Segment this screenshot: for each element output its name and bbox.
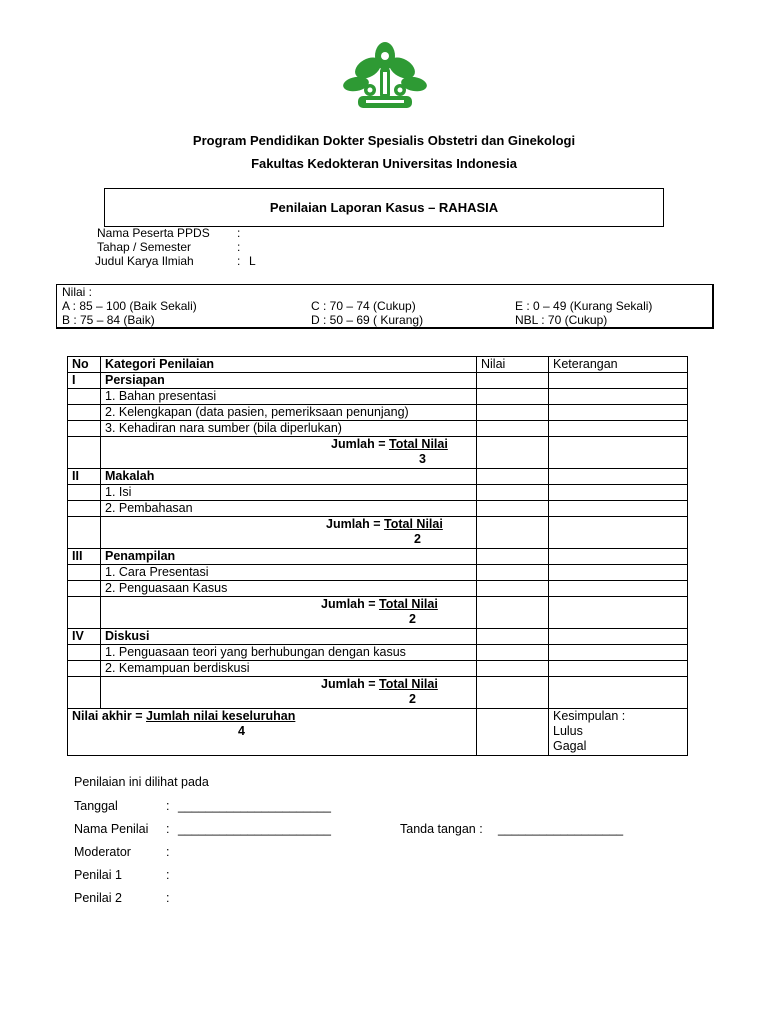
final-score-row: [68, 709, 688, 756]
section-nilai-cell[interactable]: [477, 469, 549, 485]
criterion-label: 2. Penguasaan Kasus: [101, 581, 477, 597]
table-row: [68, 421, 688, 437]
form-title-box: [104, 188, 664, 227]
judul-label: Judul Karya Ilmiah: [95, 254, 194, 268]
criterion-label: 2. Pembahasan: [101, 501, 477, 517]
nilai-input-cell[interactable]: [477, 501, 549, 517]
section-nilai-cell[interactable]: [477, 373, 549, 389]
section-no: I: [68, 373, 101, 389]
subtotal-row: [68, 597, 688, 629]
moderator-label: Moderator: [74, 845, 131, 859]
section-name: Persiapan: [101, 373, 477, 389]
subtotal-keterangan-cell[interactable]: [549, 437, 688, 469]
tanda-tangan-label: Tanda tangan :: [400, 822, 483, 836]
table-row: [68, 405, 688, 421]
criterion-label: 2. Kelengkapan (data pasien, pemeriksaan penunjang): [101, 405, 477, 421]
legend-c: C : 70 – 74 (Cukup): [311, 299, 416, 313]
criterion-label: 1. Bahan presentasi: [101, 389, 477, 405]
subtotal-prefix: Jumlah =: [326, 517, 385, 531]
colon: :: [166, 891, 170, 905]
criterion-label: 1. Penguasaan teori yang berhubungan dengan kasus: [101, 645, 477, 661]
grade-legend-box: [56, 284, 714, 329]
row-no-cell: [68, 661, 101, 677]
penilai2-label: Penilai 2: [74, 891, 122, 905]
table-row: [68, 501, 688, 517]
university-logo: [342, 38, 428, 114]
subtotal-nilai-cell[interactable]: [477, 437, 549, 469]
subtotal-label: Total Nilai: [389, 437, 448, 451]
row-no-cell: [68, 501, 101, 517]
criterion-label: 1. Cara Presentasi: [101, 565, 477, 581]
subtotal-label-cell: [101, 597, 477, 629]
subtotal-keterangan-cell[interactable]: [549, 517, 688, 549]
info-judul-row: [95, 254, 495, 268]
conclusion-label: Kesimpulan :: [553, 709, 626, 723]
grading-table: [67, 356, 688, 756]
section-keterangan-cell[interactable]: [549, 629, 688, 645]
section-nilai-cell[interactable]: [477, 549, 549, 565]
row-no-cell: [68, 485, 101, 501]
form-title: Penilaian Laporan Kasus – RAHASIA: [269, 200, 499, 215]
header-no: No: [68, 357, 101, 373]
subtotal-label: Total Nilai: [379, 597, 438, 611]
nilai-input-cell[interactable]: [477, 661, 549, 677]
subtotal-label: Total Nilai: [384, 517, 443, 531]
section-name: Makalah: [101, 469, 477, 485]
conclusion-cell: [549, 709, 688, 756]
subtotal-prefix: Jumlah =: [321, 677, 380, 691]
final-prefix: Nilai akhir =: [72, 709, 146, 723]
final-divisor: 4: [238, 724, 245, 738]
subtotal-label-cell: [101, 437, 477, 469]
section-nilai-cell[interactable]: [477, 629, 549, 645]
nilai-input-cell[interactable]: [477, 485, 549, 501]
row-no-cell: [68, 405, 101, 421]
row-no-cell: [68, 517, 101, 549]
row-no-cell: [68, 645, 101, 661]
nama-penilai-label: Nama Penilai: [74, 822, 149, 836]
legend-b: B : 75 – 84 (Baik): [62, 313, 155, 327]
table-row: [68, 581, 688, 597]
subtotal-row: [68, 677, 688, 709]
section-header-row: [68, 373, 688, 389]
keterangan-input-cell[interactable]: [549, 581, 688, 597]
subtotal-label: Total Nilai: [379, 677, 438, 691]
section-no: II: [68, 469, 101, 485]
table-row: [68, 645, 688, 661]
header-keterangan: Keterangan: [549, 357, 688, 373]
subtotal-divisor: 3: [419, 452, 426, 466]
legend-a: A : 85 – 100 (Baik Sekali): [62, 299, 197, 313]
table-row: [68, 485, 688, 501]
keterangan-input-cell[interactable]: [549, 645, 688, 661]
keterangan-input-cell[interactable]: [549, 661, 688, 677]
section-header-row: [68, 549, 688, 565]
table-row: [68, 661, 688, 677]
section-keterangan-cell[interactable]: [549, 549, 688, 565]
row-no-cell: [68, 565, 101, 581]
section-header-row: [68, 469, 688, 485]
criterion-label: 1. Isi: [101, 485, 477, 501]
colon: :: [166, 799, 170, 813]
final-score-label-cell: [68, 709, 477, 756]
section-keterangan-cell[interactable]: [549, 373, 688, 389]
colon: :: [166, 822, 170, 836]
final-label: Jumlah nilai keseluruhan: [146, 709, 296, 723]
nilai-input-cell[interactable]: [477, 389, 549, 405]
header-kategori: Kategori Penilaian: [101, 357, 477, 373]
subtotal-nilai-cell[interactable]: [477, 517, 549, 549]
nilai-input-cell[interactable]: [477, 581, 549, 597]
section-name: Penampilan: [101, 549, 477, 565]
row-no-cell: [68, 581, 101, 597]
tahap-label: Tahap / Semester: [97, 240, 192, 254]
conclusion-gagal[interactable]: Gagal: [553, 739, 587, 753]
legend-e: E : 0 – 49 (Kurang Sekali): [515, 299, 653, 313]
final-score-input[interactable]: [477, 709, 549, 756]
nilai-input-cell[interactable]: [477, 645, 549, 661]
subtotal-row: [68, 437, 688, 469]
subtotal-divisor: 2: [409, 692, 416, 706]
section-no: IV: [68, 629, 101, 645]
viewed-on-text: Penilaian ini dilihat pada: [74, 775, 209, 789]
subtotal-label-cell: [101, 517, 477, 549]
nilai-input-cell[interactable]: [477, 405, 549, 421]
keterangan-input-cell[interactable]: [549, 485, 688, 501]
section-name: Diskusi: [101, 629, 477, 645]
subtotal-label-cell: [101, 677, 477, 709]
keterangan-input-cell[interactable]: [549, 405, 688, 421]
tanggal-field[interactable]: ______________________: [178, 799, 331, 813]
row-no-cell: [68, 597, 101, 629]
colon: :: [166, 868, 170, 882]
subtotal-divisor: 2: [414, 532, 421, 546]
colon: :: [237, 254, 241, 268]
faculty-title: Fakultas Kedokteran Universitas Indonesia: [251, 156, 517, 171]
tanggal-label: Tanggal: [74, 799, 118, 813]
penilai1-label: Penilai 1: [74, 868, 122, 882]
section-header-row: [68, 629, 688, 645]
section-keterangan-cell[interactable]: [549, 469, 688, 485]
row-no-cell: [68, 389, 101, 405]
keterangan-input-cell[interactable]: [549, 421, 688, 437]
nama-label: Nama Peserta PPDS: [97, 226, 210, 240]
table-header-row: [68, 357, 688, 373]
judul-value[interactable]: L: [249, 254, 256, 268]
colon: :: [237, 240, 241, 254]
subtotal-prefix: Jumlah =: [321, 597, 380, 611]
info-tahap-row: [97, 240, 497, 254]
nama-penilai-field[interactable]: ______________________: [178, 822, 331, 836]
legend-nbl: NBL : 70 (Cukup): [515, 313, 608, 327]
legend-heading: Nilai :: [62, 285, 93, 299]
nilai-input-cell[interactable]: [477, 421, 549, 437]
subtotal-keterangan-cell[interactable]: [549, 677, 688, 709]
keterangan-input-cell[interactable]: [549, 501, 688, 517]
criterion-label: 3. Kehadiran nara sumber (bila diperlukan): [101, 421, 477, 437]
subtotal-row: [68, 517, 688, 549]
nilai-input-cell[interactable]: [477, 565, 549, 581]
subtotal-divisor: 2: [409, 612, 416, 626]
program-title: Program Pendidikan Dokter Spesialis Obstetri dan Ginekologi: [192, 133, 576, 148]
conclusion-lulus[interactable]: Lulus: [553, 724, 583, 738]
colon: :: [166, 845, 170, 859]
subtotal-nilai-cell[interactable]: [477, 677, 549, 709]
row-no-cell: [68, 437, 101, 469]
subtotal-keterangan-cell[interactable]: [549, 597, 688, 629]
table-row: [68, 389, 688, 405]
keterangan-input-cell[interactable]: [549, 389, 688, 405]
subtotal-nilai-cell[interactable]: [477, 597, 549, 629]
criterion-label: 2. Kemampuan berdiskusi: [101, 661, 477, 677]
keterangan-input-cell[interactable]: [549, 565, 688, 581]
row-no-cell: [68, 677, 101, 709]
tanda-tangan-field[interactable]: __________________: [498, 822, 624, 836]
header-nilai: Nilai: [477, 357, 549, 373]
info-nama-row: [97, 226, 497, 240]
colon: :: [237, 226, 241, 240]
table-row: [68, 565, 688, 581]
legend-d: D : 50 – 69 ( Kurang): [311, 313, 424, 327]
section-no: III: [68, 549, 101, 565]
subtotal-prefix: Jumlah =: [331, 437, 390, 451]
row-no-cell: [68, 421, 101, 437]
